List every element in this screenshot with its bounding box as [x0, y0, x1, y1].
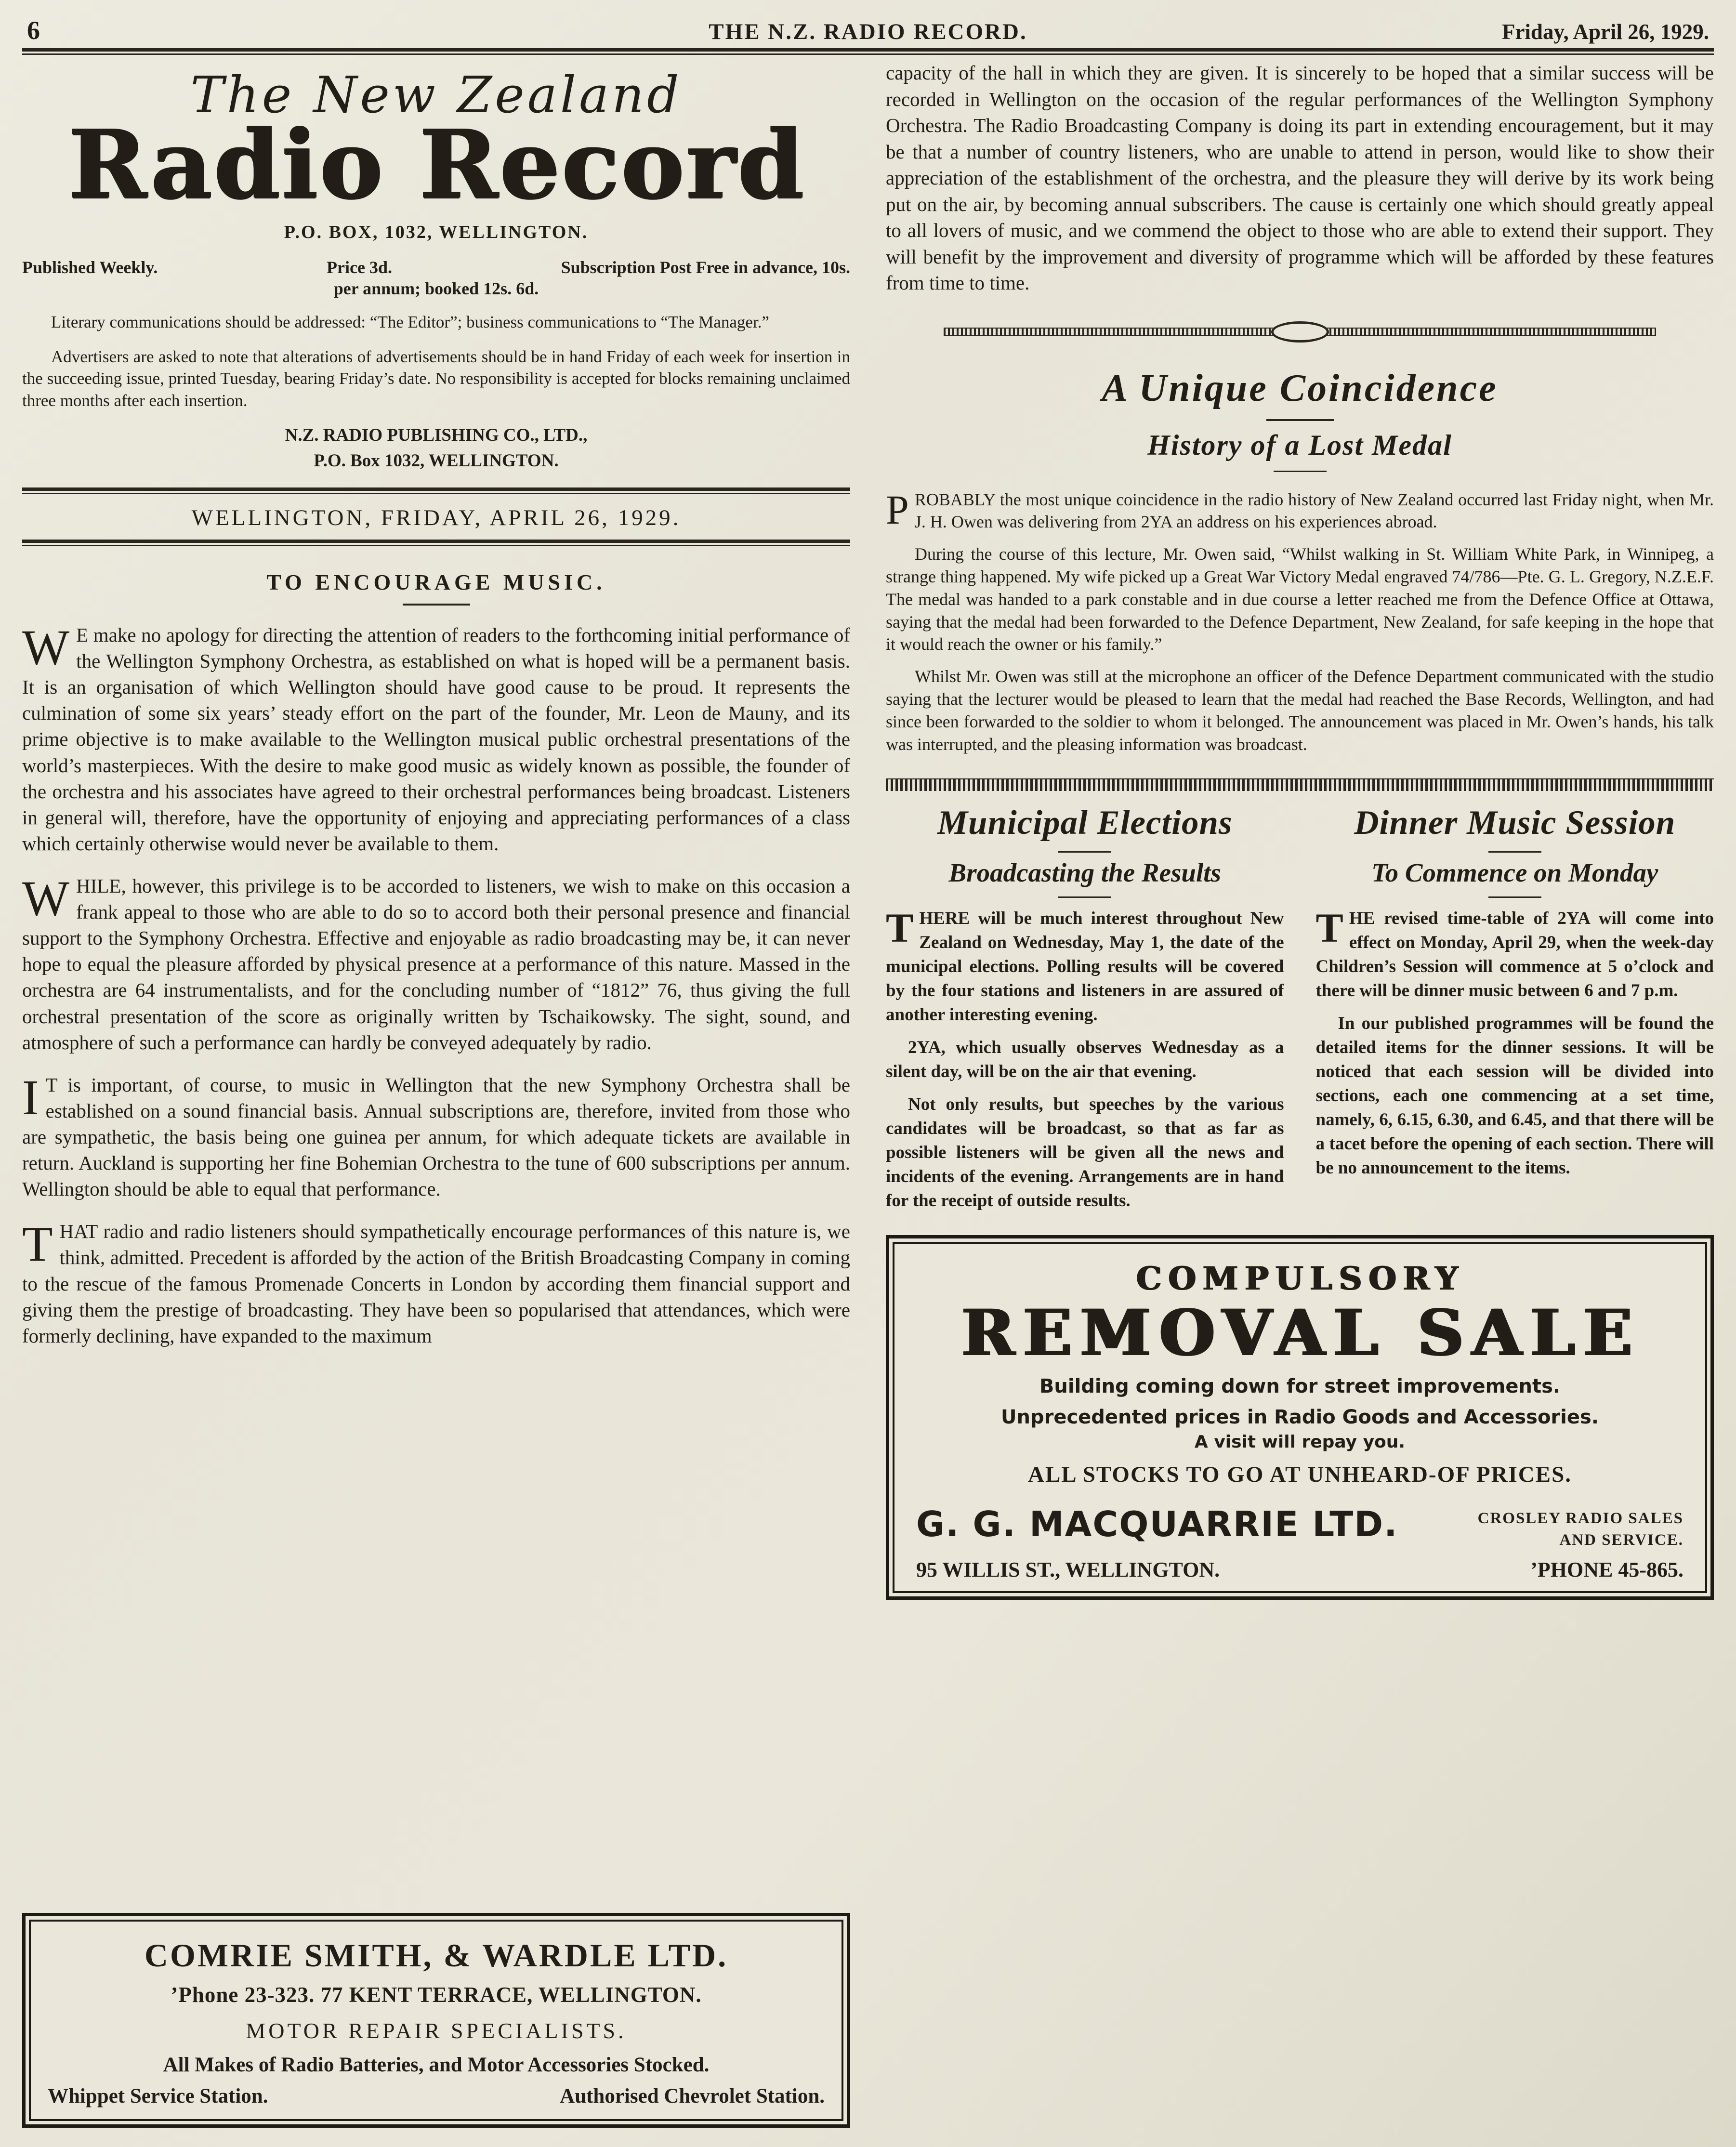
dateline-rule-top	[22, 487, 850, 494]
comrie-ad-stations-row	[48, 2084, 825, 2108]
drop-cap: W	[22, 620, 70, 675]
subscription-label-line2: per annum; booked 12s. 6d.	[333, 279, 539, 298]
paragraph-text: HILE, however, this privilege is to be accorded to listeners, we wish to make on this occasion a frank appeal to those who are able to do so to accord both their personal presence and financial support to the Symphony Orchestra. Effective and enjoyable as radio broadcasting may be, it can never hope to equal the pleasure afforded by physical presence at a performance of this nature. Massed in the orchestra are 64 instrumentalists, and for the concluding number of “1812” 76, thus giving the full orchestral presentation of the score as originally written by Tschaikowsky. The sight, sound, and atmosphere of such a performance can hardly be conveyed adequately by radio.	[22, 874, 850, 1054]
masthead-title: Radio Record	[67, 109, 805, 220]
editorial-title: TO ENCOURAGE MUSIC.	[266, 570, 606, 594]
dinner-title: Dinner Music Session	[1354, 804, 1676, 842]
paragraph-text: HAT radio and radio listeners should sympathetically encourage performances of this nature is, we think, admitted. Precedent is afforded by the action of the British Broadcasting Company in coming to the rescue of the famous Promenade Concerts in London by according them financial support and giving them the prestige of broadcasting. They have been so popularised that attendances, which were formerly declining, have expanded to the maximum	[22, 1220, 850, 1347]
masthead	[22, 60, 850, 471]
dinner-title-rule	[1488, 851, 1541, 853]
editorial-paragraph	[22, 1069, 850, 1202]
removal-ad-title: REMOVAL SALE	[960, 1295, 1640, 1370]
removal-ad-company: G. G. MACQUARRIE LTD.	[916, 1504, 1398, 1545]
comrie-ad-phone-address: ’Phone 23-323. 77 KENT TERRACE, WELLINGTON.	[171, 1983, 702, 2007]
removal-ad-line1: Building coming down for street improvements.	[1039, 1375, 1561, 1398]
coincidence-paragraph: During the course of this lecture, Mr. Owen said, “Whilst walking in St. William White Park, in Winnipeg, a strange thing happened. My wife picked up a Great War Victory Medal engraved 74/786—Pte. G. L. Gregory, N.Z.E.F. The medal was handed to a park constable and in due course a letter reached me from the Defence Office at Ottawa, saying that the medal had been forwarded to the Defence Department, New Zealand, for safe keeping in the hope that it would reach the owner or his family.”	[886, 544, 1714, 654]
coincidence-title: A Unique Coincidence	[1102, 367, 1498, 409]
comrie-smith-ad	[22, 1913, 850, 2128]
removal-ad-crosley-line1: CROSLEY RADIO SALES	[1477, 1510, 1683, 1528]
paragraph-text: E make no apology for directing the attention of readers to the forthcoming initial performance of the Wellington Symphony Orchestra, as established on what is hoped will be a permanent basis. It is an organisation of which Wellington should have good cause to be proud. It represents the culmination of some six years’ steady effort on the part of the founder, Mr. Leon de Mauny, and its prime objective is to make available to the Wellington musical public orchestral presentations of the world’s masterpieces. With the desire to make good music as widely known as possible, the founder of the orchestra and his associates have agreed to their orchestral performances being broadcast. Listeners in general will, therefore, have the opportunity of enjoying and appreciating performances of a class which certainly otherwise would never be available to them.	[22, 624, 850, 855]
removal-sale-ad	[886, 1235, 1714, 1600]
elections-title: Municipal Elections	[937, 804, 1233, 842]
elections-paragraph: 2YA, which usually observes Wednesday as a silent day, will be on the air that evening.	[886, 1038, 1284, 1082]
elections-paragraph: Not only results, but speeches by the various candidates will be broadcast, so that as far as possible listeners will be given all the news and incidents of the evening. Arrangements are in hand for the receipt of outside results.	[886, 1094, 1284, 1211]
removal-ad-stocks-line: ALL STOCKS TO GO AT UNHEARD-OF PRICES.	[1028, 1462, 1572, 1488]
removal-ad-address-row	[916, 1557, 1683, 1582]
masthead-subtitle: The New Zealand	[190, 66, 682, 124]
paragraph-text: ROBABLY the most unique coincidence in the radio history of New Zealand occurred last Friday night, when Mr. J. H. Owen was delivering from 2YA an address on his experiences abroad.	[914, 489, 1714, 532]
literary-note: Literary communications should be addressed: “The Editor”; business communications to “The Manager.”	[51, 313, 769, 331]
coincidence-paragraph	[886, 488, 1714, 534]
paragraph-text: HERE will be much interest throughout New Zealand on Wednesday, May 1, the date of the municipal elections. Polling results will be covered by the four stations and listeners in are assured of another interesting evening.	[886, 909, 1284, 1025]
twin-articles	[886, 803, 1714, 1212]
removal-ad-compulsory: COMPULSORY	[1135, 1259, 1464, 1297]
editorial-paragraph	[22, 622, 850, 856]
dinner-subtitle: To Commence on Monday	[1371, 858, 1658, 888]
removal-ad-line2: Unprecedented prices in Radio Goods and Accessories.	[1001, 1406, 1599, 1429]
left-column	[22, 60, 850, 2128]
drop-cap: T	[22, 1216, 53, 1272]
dinner-paragraph	[1316, 907, 1714, 1003]
paragraph-text: HE revised time-table of 2YA will come into effect on Monday, April 29, when the week-day Children’s Session will commence at 5 o’clock and there will be dinner music between 6 and 7 p.m.	[1315, 909, 1714, 1001]
coincidence-title-rule	[1266, 419, 1334, 421]
comrie-ad-specialists: MOTOR REPAIR SPECIALISTS.	[246, 2018, 627, 2043]
drop-cap: T	[1315, 905, 1343, 951]
elections-title-rule	[1058, 851, 1111, 853]
publisher-name: N.Z. RADIO PUBLISHING CO., LTD.,	[285, 425, 588, 445]
divider-stripe	[1325, 328, 1657, 336]
editorial-continuation: capacity of the hall in which they are given. It is sincerely to be hoped that a similar success will be recorded in Wellington on the occasion of the regular performances of the Wellington Symphony Orchestra. The Radio Broadcasting Company is doing its part in extending encouragement, but it may be that a number of country listeners, who are unable to attend in person, would like to show their appreciation of the establishment of the orchestra, and the pleasure they will derive by its work being put on the air, by becoming annual subscribers. The cause is certainly one which should greatly appeal to all lovers of music, and we commend the object to those who are able to extend their support. They will benefit by the improvement and diversity of programme which will be afforded by these features from time to time.	[886, 62, 1714, 294]
paragraph-text: T is important, of course, to music in Wellington that the new Symphony Orchestra shall be established on a sound financial basis. Annual subscriptions are, therefore, invited from those who are sympathetic, the basis being one guinea per annum, for which adequate tickets are available in return. Auckland is supporting her fine Bohemian Orchestra to the tune of 600 subscriptions per annum. Wellington should be able to equal that performance.	[22, 1073, 850, 1200]
ornamental-divider	[944, 321, 1656, 342]
published-weekly-label: Published Weekly.	[22, 258, 158, 277]
right-column	[886, 60, 1714, 2128]
comrie-ad-whippet: Whippet Service Station.	[48, 2085, 268, 2107]
editorial-article	[22, 552, 850, 1349]
masthead-pobox: P.O. BOX, 1032, WELLINGTON.	[284, 222, 589, 242]
drop-cap: I	[22, 1069, 39, 1125]
subscription-label: Subscription Post Free in advance, 10s.	[561, 258, 850, 277]
running-header	[22, 13, 1714, 45]
comrie-ad-stock-line: All Makes of Radio Batteries, and Motor Accessories Stocked.	[163, 2054, 710, 2076]
municipal-elections-article	[886, 803, 1284, 1212]
publisher-address: P.O. Box 1032, WELLINGTON.	[314, 451, 559, 471]
coincidence-subtitle: History of a Lost Medal	[1147, 429, 1452, 461]
dinner-subtitle-rule	[1488, 896, 1541, 898]
elections-subtitle: Broadcasting the Results	[948, 858, 1221, 888]
editorial-paragraph	[22, 870, 850, 1055]
divider-stripe	[944, 328, 1275, 336]
drop-cap: P	[886, 486, 909, 533]
issue-date: Friday, April 26, 1929.	[1501, 20, 1709, 44]
page-number: 6	[27, 16, 40, 45]
coincidence-article	[886, 347, 1714, 756]
coincidence-paragraph: Whilst Mr. Owen was still at the microphone an officer of the Defence Department communicated with the studio saying that the lecturer would be pleased to learn that the medal had reached the Base Records, Wellington, and had since been forwarded to the soldier to whom it belonged. The announcement was placed in Mr. Owen’s hands, his talk was interrupted, and the pleasing information was broadcast.	[886, 667, 1714, 754]
removal-ad-crosley	[1478, 1504, 1683, 1551]
editorial-paragraph	[22, 1218, 850, 1349]
comrie-ad-company: COMRIE SMITH, & WARDLE LTD.	[144, 1937, 728, 1974]
removal-ad-crosley-line2: AND SERVICE.	[1559, 1531, 1683, 1549]
removal-ad-company-row	[916, 1504, 1683, 1551]
advertisers-note: Advertisers are asked to note that alterations of advertisements should be in hand Friday of each week for insertion in the succeeding issue, printed Tuesday, bearing Friday’s date. No responsibility is accepted for blocks remaining unclaimed three months after each insertion.	[22, 347, 850, 410]
running-title: THE N.Z. RADIO RECORD.	[709, 19, 1027, 44]
removal-ad-phone: ’PHONE 45-865.	[1530, 1558, 1683, 1582]
price-label: Price 3d.	[327, 258, 392, 277]
drop-cap: W	[22, 870, 70, 926]
divider-knot-ornament	[1271, 321, 1329, 342]
header-rule	[22, 48, 1714, 55]
dinner-paragraph: In our published programmes will be found the detailed items for the dinner sessions. It will be noticed that each session will be divided into sections, each one commencing at a set time, namely, 6, 6.15, 6.30, and 6.45, and that there will be a tacet before the opening of each section. There will be no announcement to the items.	[1315, 1014, 1714, 1178]
dinner-music-article	[1316, 803, 1714, 1212]
elections-paragraph	[886, 907, 1284, 1027]
coincidence-subtitle-rule	[1274, 471, 1327, 472]
drop-cap: T	[886, 905, 914, 951]
striped-divider	[886, 778, 1714, 791]
editorial-title-rule	[403, 604, 470, 606]
removal-ad-line3: A visit will repay you.	[1194, 1432, 1406, 1452]
page-columns	[22, 60, 1714, 2128]
dateline: WELLINGTON, FRIDAY, APRIL 26, 1929.	[191, 505, 681, 530]
removal-ad-address: 95 WILLIS ST., WELLINGTON.	[916, 1558, 1220, 1582]
dateline-rule-bottom	[22, 540, 850, 546]
publication-info-row	[22, 257, 850, 277]
elections-subtitle-rule	[1058, 896, 1111, 898]
comrie-ad-chevrolet: Authorised Chevrolet Station.	[560, 2085, 825, 2107]
